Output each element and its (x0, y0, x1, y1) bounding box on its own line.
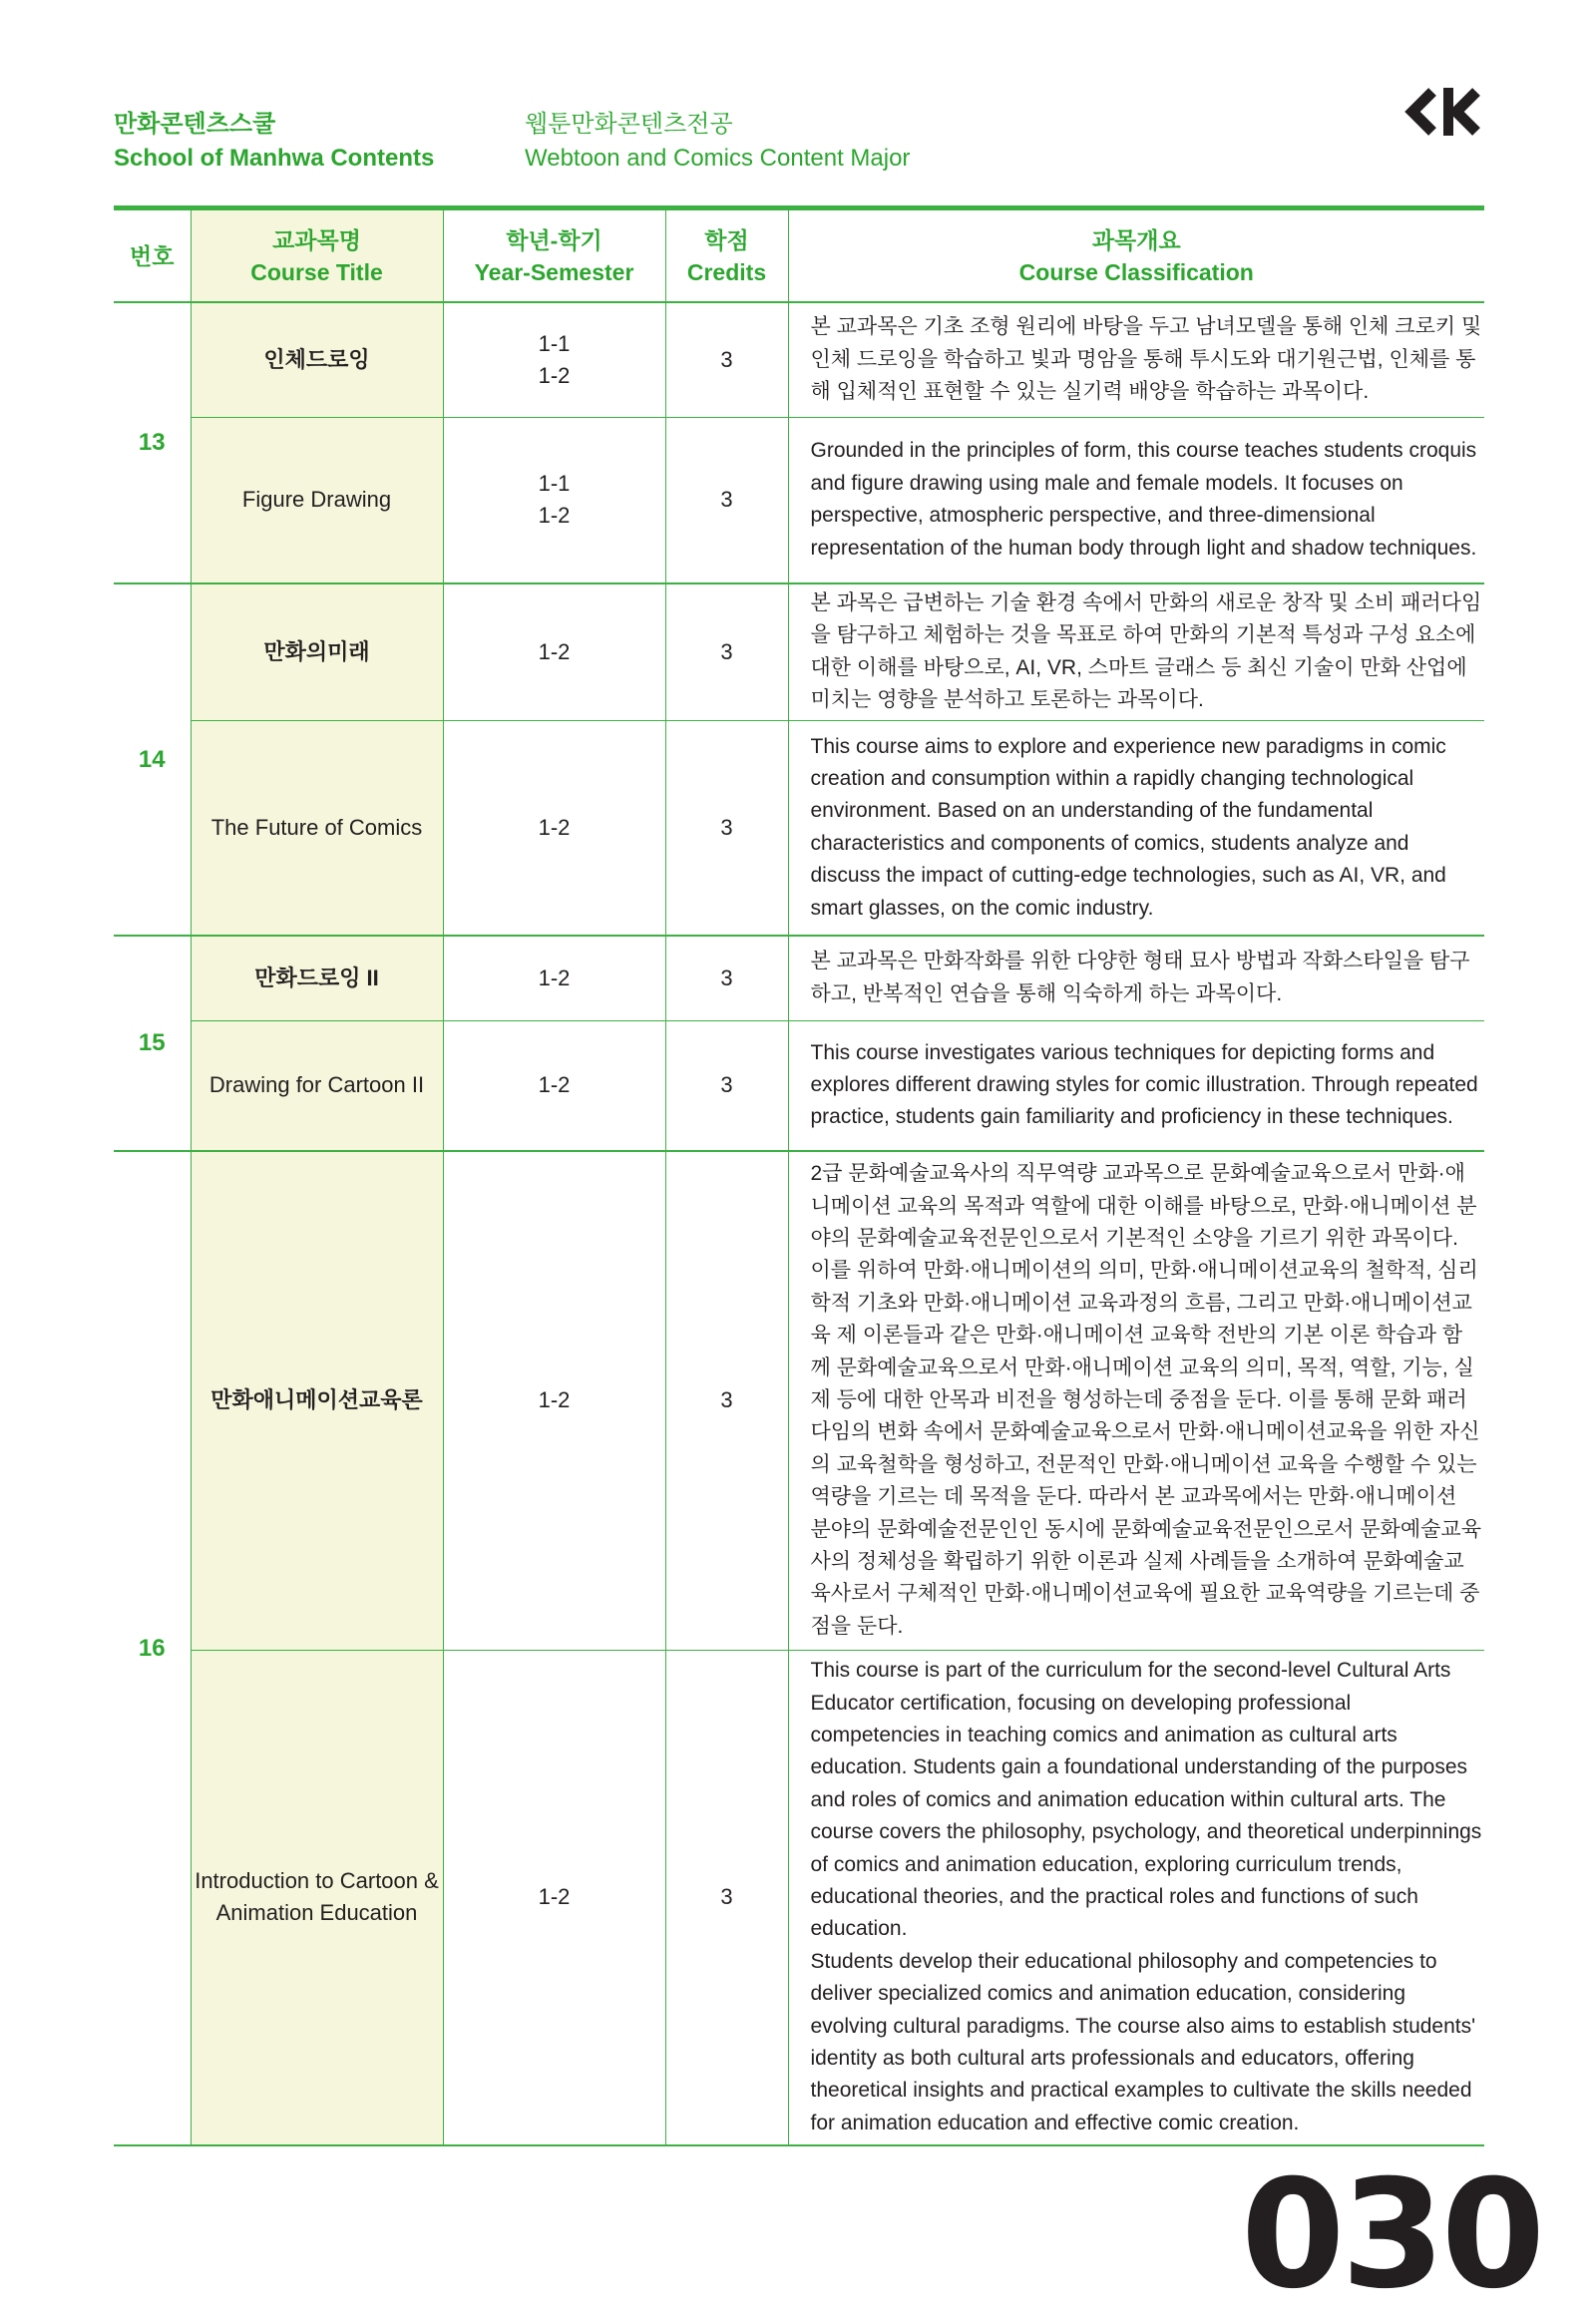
course-description-en: This course is part of the curriculum for the second-level Cultural Arts Educator certification, focusing on developing professional competencies in teaching comics and animation as cultural arts education. Students gain a foundational understanding of the purposes and roles of comics and animation education within cultural arts. The course covers the philosophy, psychology, and theoretical underpinnings of comics and animation education, exploring curriculum trends, educational theories, and the practical roles and functions of such education. Students develop their educational philosophy and competencies to deliver specialized comics and animation education, considering evolving cultural paradigms. The course also aims to establish students' identity as both cultural arts professionals and educators, offering theoretical insights and practical examples to cultivate the skills needed for animation education and effective comic creation. (788, 1650, 1484, 2145)
credits: 3 (665, 417, 788, 583)
year-semester: 1-2 (443, 583, 665, 720)
course-description-ko: 본 과목은 급변하는 기술 환경 속에서 만화의 새로운 창작 및 소비 패러다임을 탐구하고 체험하는 것을 목표로 하여 만화의 기본적 특성과 구성 요소에 대한 이해를 바탕으로, AI, VR, 스마트 글래스 등 최신 기술이 만화 산업에 미치는 영향을 분석하고 토론하는 과목이다. (788, 583, 1484, 720)
table-row (114, 417, 1484, 583)
course-title-ko: 만화드로잉 II (191, 936, 443, 1020)
major-name-ko: 웹툰만화콘텐츠전공 (525, 111, 733, 138)
course-description-ko: 본 교과목은 기초 조형 원리에 바탕을 두고 남녀모델을 통해 인체 크로키 및 인체 드로잉을 학습하고 빛과 명암을 통해 투시도와 대기원근법, 인체를 통해 입체적인 표현할 수 있는 실기력 배양을 학습하는 과목이다. (788, 302, 1484, 417)
course-description-ko: 2급 문화예술교육사의 직무역량 교과목으로 문화예술교육으로서 만화·애니메이션 교육의 목적과 역할에 대한 이해를 바탕으로, 만화·애니메이션 분야의 문화예술교육전문인으로서 기본적인 소양을 기르기 위한 과목이다. 이를 위하여 만화·애니메이션의 의미, 만화·애니메이션교육의 철학적, 심리학적 기초와 만화·애니메이션 교육과정의 흐름, 그리고 만화·애니메이션교육 제 이론들과 같은 만화·애니메이션 교육학 전반의 기본 이론 학습과 함께 문화예술교육으로서 만화·애니메이션 교육의 의미, 목적, 역할, 기능, 실제 등에 대한 안목과 비전을 형성하는데 중점을 둔다. 이를 통해 문화 패러다임의 변화 속에서 문화예술교육으로서 만화·애니메이션교육을 위한 자신의 교육철학을 형성하고, 전문적인 만화·애니메이션 교육을 수행할 수 있는 역량을 기르는 데 목적을 둔다. 따라서 본 교과목에서는 만화·애니메이션 분야의 문화예술전문인인 동시에 문화예술교육전문인으로서 문화예술교육사의 정체성을 확립하기 위한 이론과 실제 사례들을 소개하여 문화예술교육사로서 구체적인 만화·애니메이션교육에 필요한 교육역량을 기르는데 중점을 둔다. (788, 1151, 1484, 1650)
course-title-en: Figure Drawing (191, 417, 443, 583)
table-header-row (114, 208, 1484, 303)
course-title-en: Introduction to Cartoon & Animation Education (191, 1650, 443, 2145)
course-number: 13 (114, 302, 191, 583)
school-heading (114, 108, 434, 176)
year-semester: 1-2 (443, 1151, 665, 1650)
table-row (114, 1151, 1484, 1650)
course-number: 14 (114, 583, 191, 936)
course-description-en: This course aims to explore and experience new paradigms in comic creation and consumption within a rapidly changing technological environment. Based on an understanding of the fundamental characteristics and components of comics, students analyze and discuss the impact of cutting-edge technologies, such as AI, VR, and smart glasses, on the comic industry. (788, 720, 1484, 936)
ck-logo-icon (1402, 84, 1482, 140)
col-header-no: 번호 (114, 208, 191, 303)
school-name-en: School of Manhwa Contents (114, 145, 435, 172)
table-row (114, 720, 1484, 936)
table-row (114, 302, 1484, 417)
col-header-classification: 과목개요 Course Classification (788, 208, 1484, 303)
year-semester: 1-2 (443, 720, 665, 936)
course-title-en: The Future of Comics (191, 720, 443, 936)
year-semester: 1-1 1-2 (443, 302, 665, 417)
course-description-en: Grounded in the principles of form, this course teaches students croquis and figure drawing using male and female models. It focuses on perspective, atmospheric perspective, and three-dimensional representation of the human body through light and shadow techniques. (788, 417, 1484, 583)
year-semester: 1-2 (443, 1020, 665, 1151)
course-title-ko: 만화애니메이션교육론 (191, 1151, 443, 1650)
credits: 3 (665, 1151, 788, 1650)
course-description-en: This course investigates various techniques for depicting forms and explores different drawing styles for comic illustration. Through repeated practice, students gain familiarity and proficiency in these techniques. (788, 1020, 1484, 1151)
col-header-title: 교과목명 Course Title (191, 208, 443, 303)
table-row (114, 1650, 1484, 2145)
year-semester: 1-1 1-2 (443, 417, 665, 583)
credits: 3 (665, 936, 788, 1020)
table-row (114, 1020, 1484, 1151)
credits: 3 (665, 1650, 788, 2145)
school-name-ko: 만화콘텐츠스쿨 (114, 111, 276, 138)
credits: 3 (665, 720, 788, 936)
course-description-ko: 본 교과목은 만화작화를 위한 다양한 형태 묘사 방법과 작화스타일을 탐구하고, 반복적인 연습을 통해 익숙하게 하는 과목이다. (788, 936, 1484, 1020)
major-heading (525, 108, 910, 176)
table-row (114, 936, 1484, 1020)
course-table (114, 205, 1484, 2146)
year-semester: 1-2 (443, 936, 665, 1020)
col-header-credits: 학점 Credits (665, 208, 788, 303)
col-header-year-semester: 학년-학기 Year-Semester (443, 208, 665, 303)
credits: 3 (665, 302, 788, 417)
credits: 3 (665, 1020, 788, 1151)
course-title-ko: 인체드로잉 (191, 302, 443, 417)
credits: 3 (665, 583, 788, 720)
major-name-en: Webtoon and Comics Content Major (525, 145, 911, 172)
course-title-en: Drawing for Cartoon II (191, 1020, 443, 1151)
page-number: 030 (1241, 2148, 1542, 2322)
course-number: 15 (114, 936, 191, 1151)
year-semester: 1-2 (443, 1650, 665, 2145)
table-row (114, 583, 1484, 720)
course-title-ko: 만화의미래 (191, 583, 443, 720)
course-number: 16 (114, 1151, 191, 2145)
